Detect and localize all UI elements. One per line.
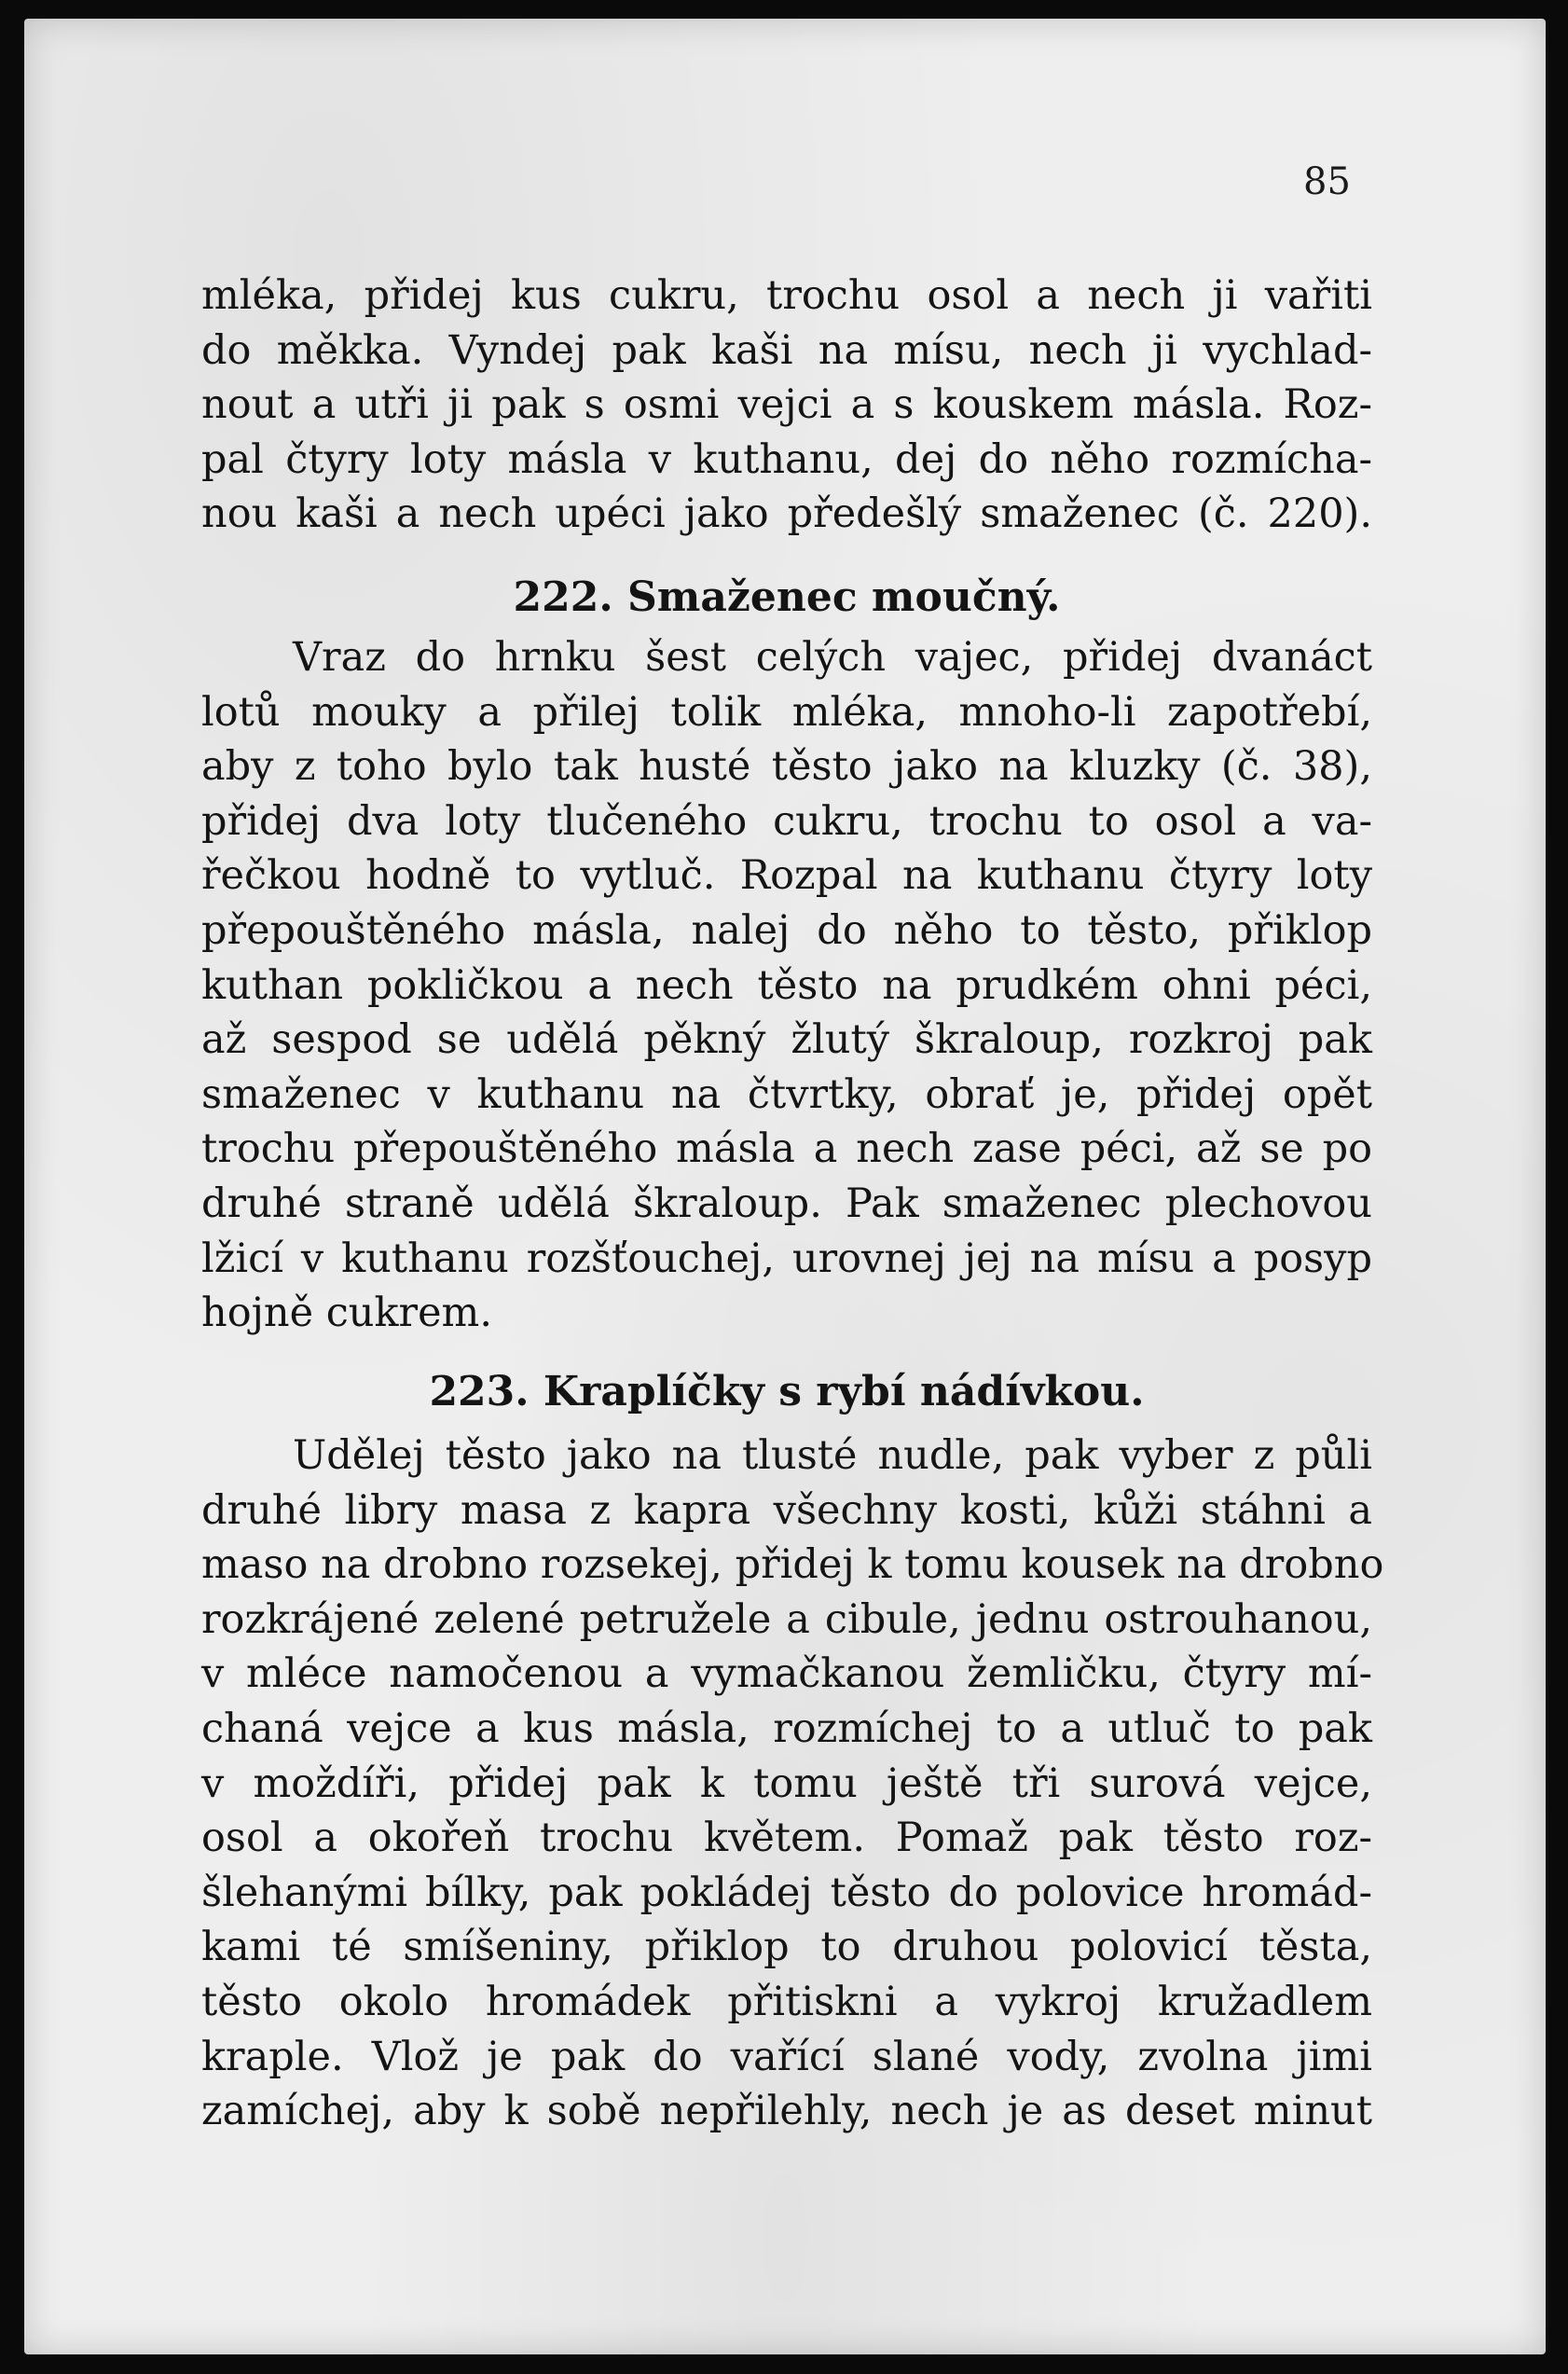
recipe-heading-222: 222. Smaženec moučný. (513, 573, 1061, 621)
text-line: Vraz do hrnku šest celých vajec, přidej dvanáct (293, 634, 1372, 681)
text-line: v mléce namočenou a vymačkanou žemličku, čtyry mí- (201, 1650, 1372, 1698)
text-line: druhé straně udělá škraloup. Pak smaženec plechovou (201, 1180, 1372, 1227)
text-line: až sespod se udělá pěkný žlutý škraloup, rozkroj pak (201, 1016, 1372, 1064)
text-line: do měkka. Vyndej pak kaši na mísu, nech ji vychlad- (201, 326, 1372, 374)
page-number: 85 (1303, 160, 1351, 203)
text-line: přidej dva loty tlučeného cukru, trochu to osol a va- (201, 797, 1372, 845)
recipe-heading-223: 223. Kraplíčky s rybí nádívkou. (429, 1368, 1145, 1415)
recipe-223-paragraph (201, 1429, 1384, 2139)
text-line: zamíchej, aby k sobě nepřilehly, nech je as deset minut (201, 2088, 1372, 2135)
continuation-paragraph (201, 269, 1372, 542)
text-line: Udělej těsto jako na tlusté nudle, pak vyber z půli (293, 1432, 1372, 1479)
text-line: smaženec v kuthanu na čtvrtky, obrať je, přidej opět (201, 1070, 1372, 1118)
text-line: kami té smíšeniny, přiklop to druhou polovicí těsta, (201, 1924, 1372, 1971)
book-page (24, 19, 1546, 2354)
text-line: trochu přepouštěného másla a nech zase péci, až se po (201, 1125, 1372, 1173)
text-line: pal čtyry loty másla v kuthanu, dej do něho rozmícha- (201, 435, 1372, 483)
text-line: přepouštěného másla, nalej do něho to těsto, přiklop (201, 906, 1372, 954)
text-line: maso na drobno rozsekej, přidej k tomu kousek na drobno (201, 1541, 1384, 1589)
recipe-222-paragraph (201, 630, 1372, 1341)
text-line: v moždíři, přidej pak k tomu ještě tři surová vejce, (201, 1760, 1372, 1807)
text-line: druhé libry masa z kapra všechny kosti, kůži stáhni a (201, 1486, 1372, 1534)
text-line: lžicí v kuthanu rozšťouchej, urovnej jej na mísu a posyp (201, 1235, 1372, 1282)
text-line: hojně cukrem. (201, 1290, 493, 1337)
text-line: rozkrájené zelené petružele a cibule, jednu ostrouhanou, (201, 1595, 1372, 1643)
text-line: lotů mouky a přilej tolik mléka, mnoho-li zapotřebí, (201, 688, 1372, 736)
text-line: aby z toho bylo tak husté těsto jako na kluzky (č. 38), (201, 743, 1372, 791)
text-line: řečkou hodně to vytluč. Rozpal na kuthanu čtyry loty (201, 852, 1372, 900)
text-line: šlehanými bílky, pak pokládej těsto do polovice hromád- (201, 1869, 1372, 1916)
text-line: kuthan pokličkou a nech těsto na prudkém ohni péci, (201, 961, 1372, 1009)
text-line: osol a okořeň trochu květem. Pomaž pak těsto roz- (201, 1815, 1372, 1862)
text-line: mléka, přidej kus cukru, trochu osol a nech ji vařiti (201, 272, 1372, 319)
text-line: těsto okolo hromádek přitiskni a vykroj kružadlem (201, 1978, 1372, 2025)
text-line: kraple. Vlož je pak do vařící slané vody, zvolna jimi (201, 2033, 1372, 2080)
text-line: nou kaši a nech upéci jako předešlý smaženec (č. 220). (201, 490, 1372, 538)
text-line: nout a utři ji pak s osmi vejci a s kouskem másla. Roz- (201, 381, 1372, 429)
text-line: chaná vejce a kus másla, rozmíchej to a utluč to pak (201, 1705, 1372, 1752)
